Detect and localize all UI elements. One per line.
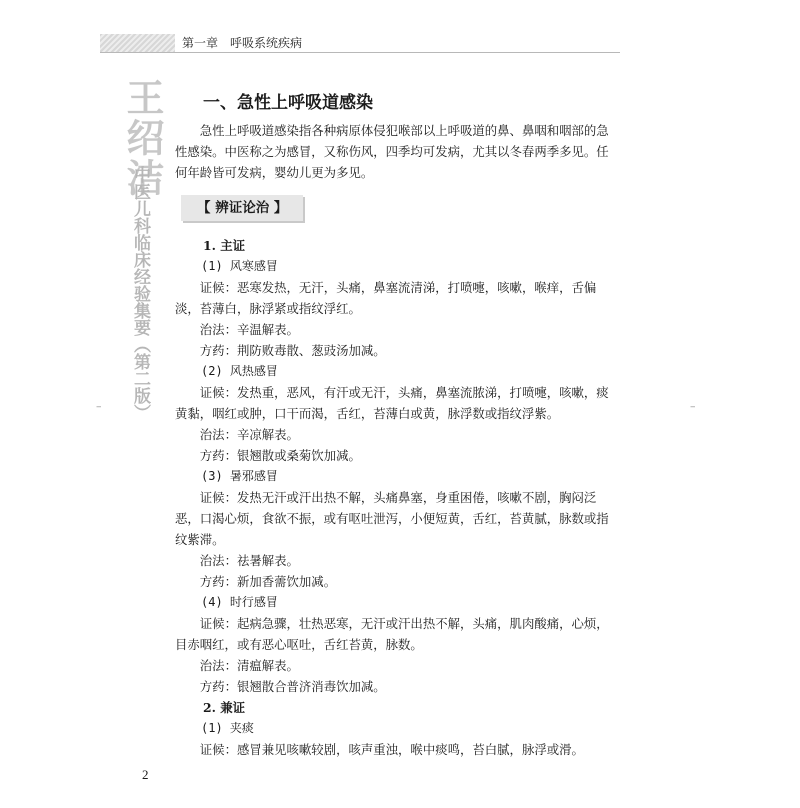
body-line: 证候：发热重，恶风，有汗或无汗，头痛，鼻塞流脓涕，打喷嚏，咳嗽，痰黄黏，咽红或肿，口干而渴，舌红，苔薄白或黄，脉浮数或指纹浮紫。	[175, 385, 609, 421]
body-line: 治法：清瘟解表。	[199, 658, 299, 673]
body-line: 方药：银翘散合普济消毒饮加减。	[199, 679, 386, 694]
level-3-heading: (2) 风热感冒	[201, 364, 278, 378]
body-line: 治法：辛凉解表。	[199, 427, 299, 442]
page-content	[175, 92, 615, 760]
crop-mark-left: –	[96, 400, 102, 413]
crop-mark-right: –	[690, 400, 696, 413]
body-line: 方药：银翘散或桑菊饮加减。	[199, 448, 361, 463]
level-2-heading: 2. 兼证	[203, 700, 246, 715]
body-line: 方药：新加香薷饮加减。	[199, 574, 337, 589]
level-3-heading: (1) 夹痰	[201, 721, 254, 735]
side-author-watermark: 王绍洁	[120, 78, 165, 198]
body-line: 方药：荆防败毒散、葱豉汤加减。	[199, 343, 386, 358]
body-line: 治法：祛暑解表。	[199, 553, 299, 568]
side-book-title: 中医儿科临床经验集要（第二版）	[130, 166, 150, 421]
body-line: 证候：起病急骤，壮热恶寒，无汗或汗出热不解，头痛，肌肉酸痛，心烦，目赤咽红，或有恶心呕吐，舌红苔黄，脉数。	[175, 616, 609, 652]
header-decoration	[100, 34, 175, 52]
body-line: 治法：辛温解表。	[199, 322, 299, 337]
body-line: 证候：恶寒发热，无汗，头痛，鼻塞流清涕，打喷嚏，咳嗽，喉痒，舌偏淡，苔薄白，脉浮紧或指纹浮红。	[175, 280, 597, 316]
section-heading: 一、急性上呼吸道感染	[203, 93, 373, 113]
intro-paragraph	[175, 120, 615, 183]
level-3-heading: (3) 暑邪感冒	[201, 469, 278, 483]
level-3-heading: (4) 时行感冒	[201, 595, 278, 609]
body-line: 证候：发热无汗或汗出热不解，头痛鼻塞，身重困倦，咳嗽不剧，胸闷泛恶，口渴心烦，食欲不振，或有呕吐泄泻，小便短黄，舌红，苔黄腻，脉数或指纹紫滞。	[175, 490, 609, 547]
level-3-heading: (1) 风寒感冒	[201, 259, 278, 273]
intro-text: 急性上呼吸道感染指各种病原体侵犯喉部以上呼吸道的鼻、鼻咽和咽部的急性感染。中医称之为感冒，又称伤风，四季均可发病，尤其以冬春两季多见。任何年龄皆可发病，婴幼儿更为多见。	[175, 123, 609, 180]
subsection-label-box: 【 辨证论治 】	[181, 195, 303, 221]
page-number: 2	[142, 767, 149, 782]
body-line: 证候：感冒兼见咳嗽较剧，咳声重浊，喉中痰鸣，苔白腻，脉浮或滑。	[199, 742, 584, 757]
treatment-body	[175, 235, 615, 760]
level-2-heading: 1. 主证	[203, 238, 246, 253]
running-header-chapter-title: 第一章 呼吸系统疾病	[182, 36, 303, 50]
header-rule	[100, 52, 620, 53]
